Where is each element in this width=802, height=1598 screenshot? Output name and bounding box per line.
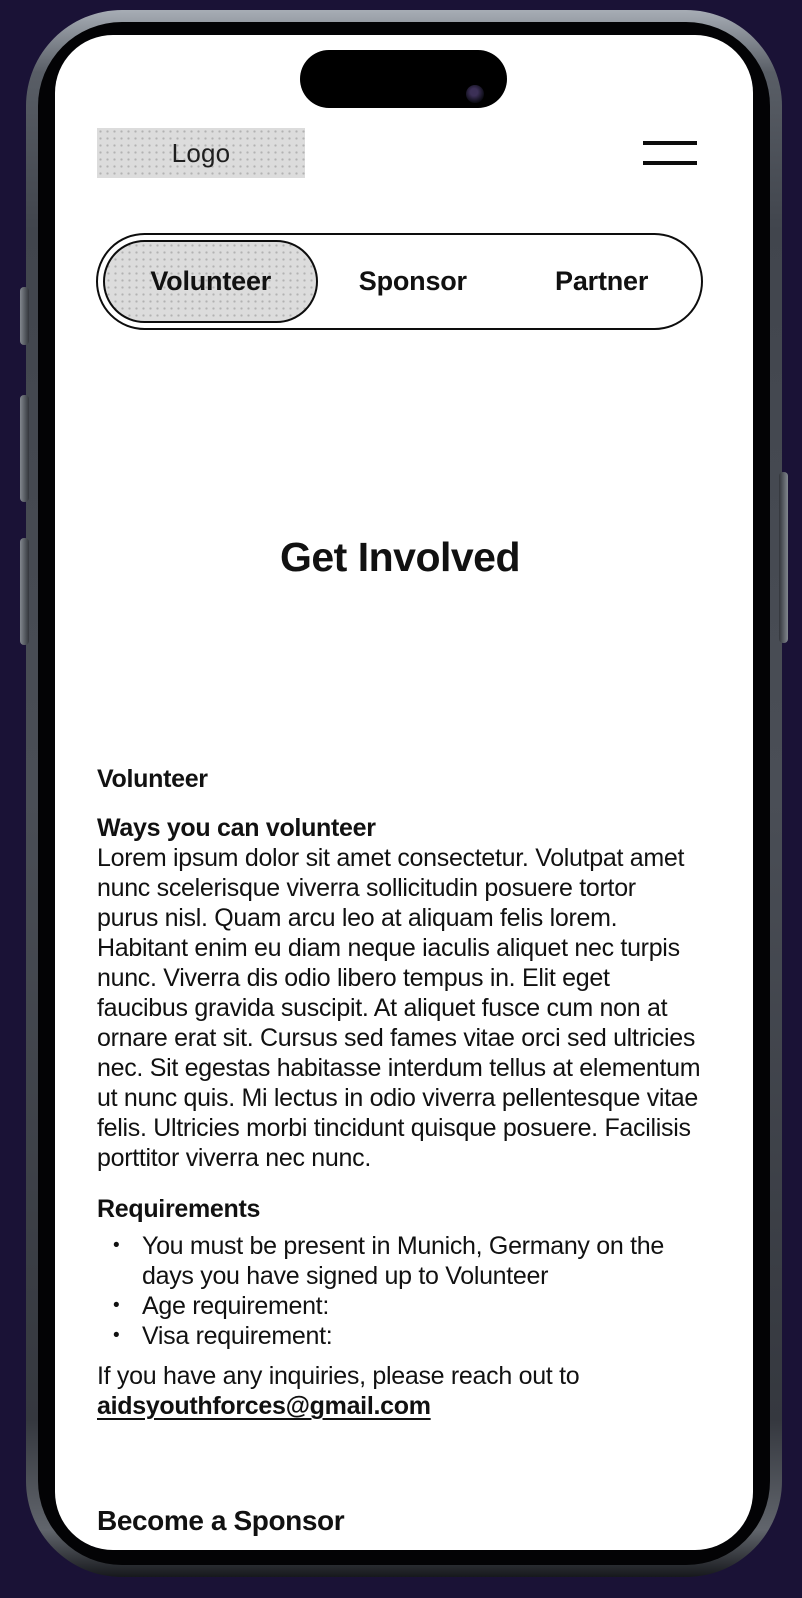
requirements-heading: Requirements — [97, 1195, 261, 1223]
volume-up-button — [20, 395, 29, 502]
logo-label: Logo — [171, 137, 231, 168]
requirement-item: • Age requirement: — [97, 1291, 703, 1321]
tab-volunteer[interactable] — [103, 240, 318, 323]
front-camera — [466, 85, 484, 103]
logo-placeholder[interactable] — [97, 128, 305, 178]
contact-email-link[interactable]: aidsyouthforces@gmail.com — [97, 1392, 431, 1420]
tab-partner-label: Partner — [555, 266, 649, 296]
menu-icon-bar — [643, 161, 697, 165]
page-content — [55, 535, 753, 1536]
requirement-item: • You must be present in Munich, Germany on the days you have signed up to Volunteer — [97, 1231, 703, 1291]
contact-paragraph — [97, 1361, 703, 1421]
ways-paragraph — [97, 813, 703, 1173]
tab-sponsor[interactable] — [318, 240, 507, 323]
menu-icon[interactable] — [643, 137, 697, 169]
dynamic-island — [300, 50, 507, 108]
power-button — [779, 472, 788, 643]
tab-partner[interactable] — [507, 240, 696, 323]
section-heading-volunteer: Volunteer — [97, 765, 208, 793]
tab-volunteer-label: Volunteer — [150, 266, 272, 296]
menu-icon-bar — [643, 141, 697, 145]
volume-down-button — [20, 538, 29, 645]
mute-switch — [20, 287, 29, 345]
page-title: Get Involved — [279, 534, 521, 580]
contact-text: If you have any inquiries, please reach out to — [97, 1362, 580, 1390]
get-involved-tab-bar — [96, 233, 703, 330]
tab-sponsor-label: Sponsor — [358, 266, 467, 296]
ways-body: Lorem ipsum dolor sit amet consectetur. Volutpat amet nunc scelerisque viverra sollicitudin posuere tortor purus nisl. Quam arcu leo at aliquam felis lorem. Habitant enim eu diam neque iaculis aliquet nec turpis nunc. Viverra dis odio libero tempus in. Elit eget faucibus gravida suscipit. At aliquet fusce cum non at ornare erat sit. Cursus sed fames vitae orci sed ultricies nec. Sit egestas habitasse interdum tellus at elementum ut nunc quis. Mi lectus in odio viverra pellentesque vitae felis. Ultricies morbi tincidunt quisque posuere. Facilisis porttitor viverra nec nunc. — [97, 844, 701, 1172]
phone-frame — [26, 10, 782, 1577]
site-header — [97, 128, 697, 178]
section-heading-sponsor: Become a Sponsor — [97, 1505, 345, 1536]
phone-screen — [55, 35, 753, 1550]
requirement-item: • Visa requirement: — [97, 1321, 703, 1351]
ways-heading: Ways you can volunteer — [97, 814, 376, 842]
requirements-list — [97, 1231, 703, 1351]
